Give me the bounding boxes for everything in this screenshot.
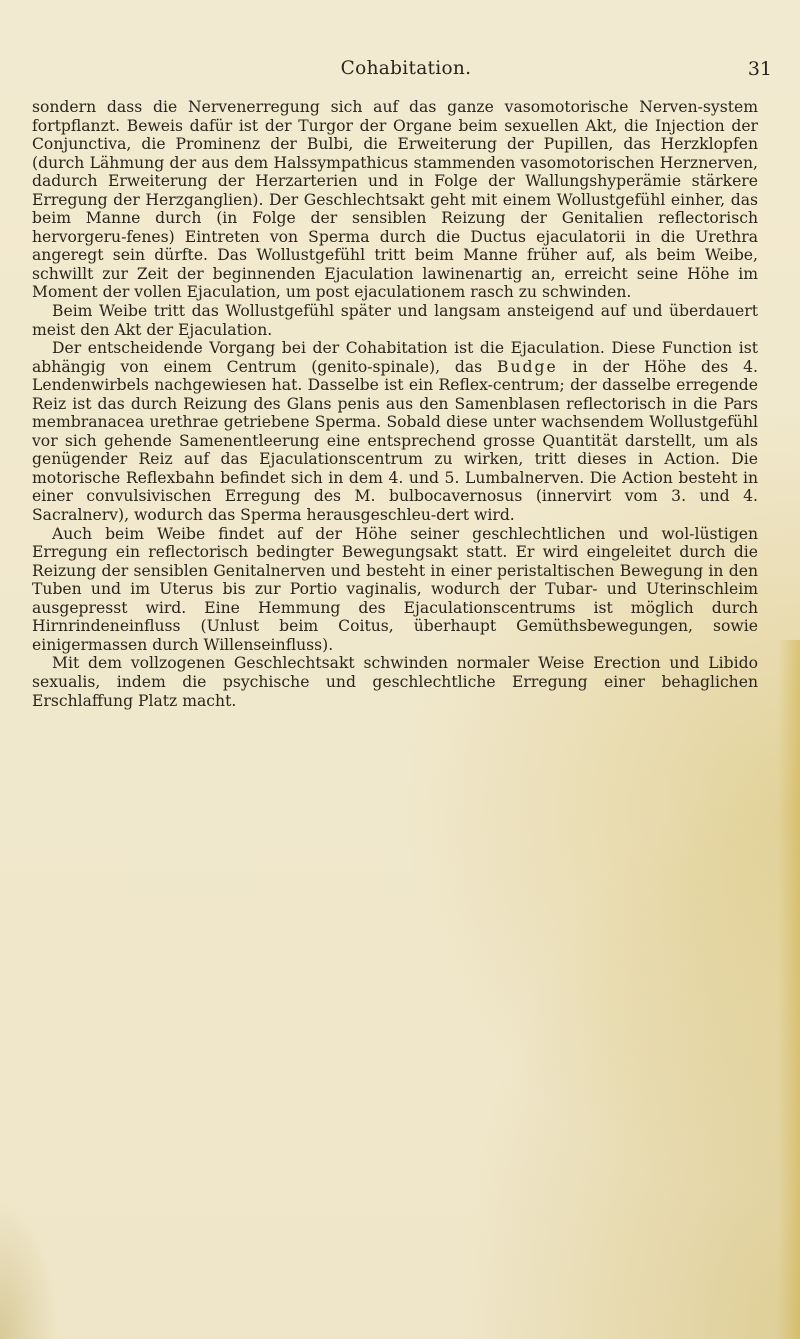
paragraph-2: Beim Weibe tritt das Wollustgefühl später und langsam ansteigend auf und überdauert meist den Akt der Ejaculation. (32, 302, 758, 339)
page-corner-stain (0, 1199, 60, 1339)
paragraph-3-part-1: Der entscheidende Vorgang bei der Cohabitation ist die Ejaculation. Diese Function ist abhängig von einem Centrum (genito-spinale), das (32, 339, 758, 376)
paragraph-3 (32, 339, 758, 524)
page-header (32, 58, 780, 92)
paragraph-1: sondern dass die Nervenerregung sich auf das ganze vasomotorische Nerven-system fortpflanzt. Beweis dafür ist der Turgor der Organe beim sexuellen Akt, die Injection der Conjunctiva, die Prominenz der Bulbi, die Erweiterung der Pupillen, das Herzklopfen (durch Lähmung der aus dem Halssympathicus stammenden vasomotorischen Herznerven, dadurch Erweiterung der Herzarterien und in Folge der Wallungshyperämie stärkere Erregung der Herzganglien). Der Geschlechtsakt geht mit einem Wollustgefühl einher, das beim Manne durch (in Folge der sensiblen Reizung der Genitalien reflectorisch hervorgeru-fenes) Eintreten von Sperma durch die Ductus ejaculatorii in die Urethra angeregt sein dürfte. Das Wollustgefühl tritt beim Manne früher auf, als beim Weibe, schwillt zur Zeit der beginnenden Ejaculation lawinenartig an, erreicht seine Höhe im Moment der vollen Ejaculation, um post ejaculationem rasch zu schwinden. (32, 98, 758, 302)
paragraph-5: Mit dem vollzogenen Geschlechtsakt schwinden normaler Weise Erection und Libido sexualis, indem die psychische und geschlechtliche Erregung einer behaglichen Erschlaffung Platz macht. (32, 654, 758, 710)
page-edge-discoloration (778, 640, 800, 1339)
running-title: Cohabitation. (340, 58, 472, 79)
body-text (32, 98, 758, 710)
page-number: 31 (747, 58, 772, 80)
author-name-budge: Budge (497, 357, 558, 376)
paragraph-3-part-2: in der Höhe des 4. Lendenwirbels nachgewiesen hat. Dasselbe ist ein Reflex-centrum; der dasselbe erregende Reiz ist das durch Reizung des Glans penis aus den Samenblasen reflectorisch in die Pars membranacea urethrae getriebene Sperma. Sobald diese unter wachsendem Wollustgefühl vor sich gehende Samenentleerung eine entsprechend grosse Quantität darstellt, um als genügender Reiz auf das Ejaculationscentrum zu wirken, tritt dieses in Action. Die motorische Reflexbahn befindet sich in dem 4. und 5. Lumbalnerven. Die Action besteht in einer convulsivischen Erregung des M. bulbocavernosus (innervirt vom 3. und 4. Sacralnerv), wodurch das Sperma herausgeschleu-dert wird. (32, 357, 758, 525)
paragraph-4: Auch beim Weibe findet auf der Höhe seiner geschlechtlichen und wol-lüstigen Erregung ein reflectorisch bedingter Bewegungsakt statt. Er wird eingeleitet durch die Reizung der sensiblen Genitalnerven und besteht in einer peristaltischen Bewegung in den Tuben und im Uterus bis zur Portio vaginalis, wodurch der Tubar- und Uterinschleim ausgepresst wird. Eine Hemmung des Ejaculationscentrums ist möglich durch Hirnrindeneinfluss (Unlust beim Coitus, überhaupt Gemüthsbewegungen, sowie einigermassen durch Willenseinfluss). (32, 524, 758, 654)
